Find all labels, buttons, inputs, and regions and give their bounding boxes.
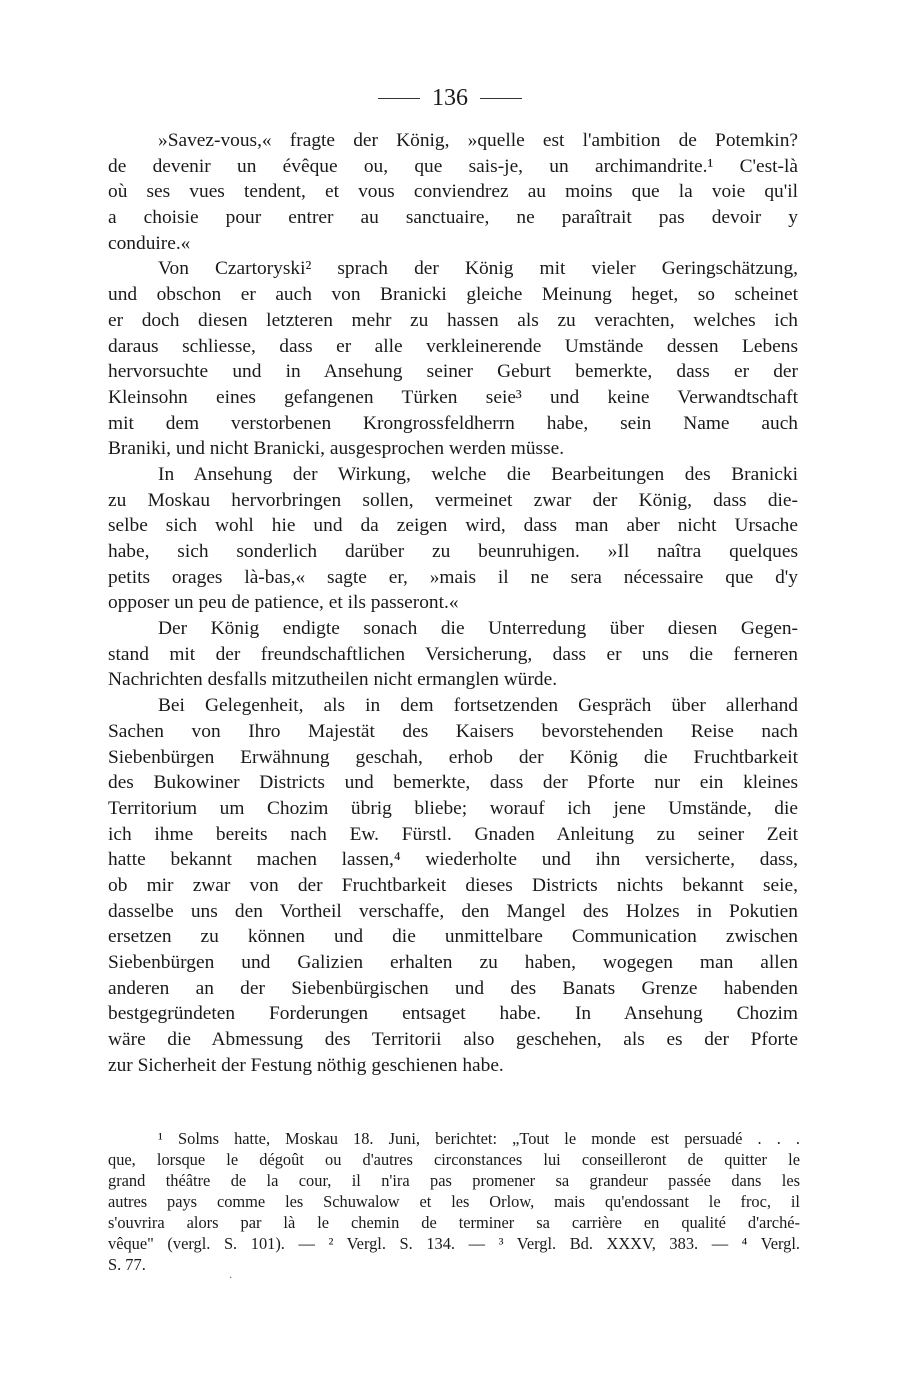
footnote-line: s'ouvrira alors par là le chemin de terminer sa carrière en qualité d'arché-	[108, 1213, 800, 1232]
text-line: petits orages là-bas,« sagte er, »mais il ne sera nécessaire que d'y	[108, 566, 798, 588]
footnote-line: grand théâtre de la cour, il n'ira pas promener sa grandeur passée dans les	[108, 1171, 800, 1190]
text-line: hervorsuchte und in Ansehung seiner Geburt bemerkte, dass er der	[108, 361, 798, 383]
text-line: zur Sicherheit der Festung nöthig geschienen habe.	[108, 1054, 504, 1076]
text-line: daraus schliesse, dass er alle verkleinerende Umstände dessen Lebens	[108, 335, 798, 357]
text-line: Von Czartoryski² sprach der König mit vieler Geringschätzung,	[158, 258, 798, 280]
text-line: Sachen von Ihro Majestät des Kaisers bevorstehenden Reise nach	[108, 720, 798, 742]
body-text	[108, 128, 798, 1078]
text-line: opposer un peu de patience, et ils passeront.«	[108, 592, 459, 614]
text-line: où ses vues tendent, et vous conviendrez au moins que la voie qu'il	[108, 181, 798, 203]
footnote-line: S. 77.	[108, 1255, 146, 1274]
page-number: 136	[432, 85, 468, 111]
text-line: er doch diesen letzteren mehr zu hassen als zu verachten, welches ich	[108, 309, 798, 331]
text-line: selbe sich wohl hie und da zeigen wird, dass man aber nicht Ursache	[108, 515, 798, 537]
paragraph	[108, 616, 798, 693]
text-line: stand mit der freundschaftlichen Versicherung, dass er uns die ferneren	[108, 643, 798, 665]
page-header	[0, 84, 900, 112]
footnotes	[108, 1128, 800, 1275]
header-rule-left	[378, 98, 420, 99]
footnote-line: autres pays comme les Schuwalow et les Orlow, mais qu'endossant le froc, il	[108, 1192, 800, 1211]
page-speck: ·	[229, 1273, 233, 1284]
text-line: conduire.«	[108, 232, 191, 254]
paragraph	[108, 462, 798, 616]
text-line: ich ihme bereits nach Ew. Fürstl. Gnaden Anleitung zu seiner Zeit	[108, 823, 798, 845]
text-line: Territorium um Chozim übrig bliebe; worauf ich jene Umstände, die	[108, 797, 798, 819]
text-line: anderen an der Siebenbürgischen und des Banats Grenze habenden	[108, 977, 798, 999]
text-line: »Savez-vous,« fragte der König, »quelle est l'ambition de Potemkin?	[158, 130, 798, 151]
paragraph	[108, 693, 798, 1078]
text-line: hatte bekannt machen lassen,⁴ wiederholte und ihn versicherte, dass,	[108, 849, 798, 871]
text-line: zu Moskau hervorbringen sollen, vermeinet zwar der König, dass die-	[108, 489, 798, 511]
text-line: In Ansehung der Wirkung, welche die Bearbeitungen des Branicki	[158, 463, 798, 485]
footnote-line: que, lorsque le dégoût ou d'autres circonstances lui conseilleront de quitter le	[108, 1150, 800, 1169]
text-line: Der König endigte sonach die Unterredung über diesen Gegen-	[158, 618, 798, 640]
footnote-line: vêque" (vergl. S. 101). — ² Vergl. S. 134. — ³ Vergl. Bd. XXXV, 383. — ⁴ Vergl.	[108, 1234, 800, 1253]
text-line: wäre die Abmessung des Territorii also geschehen, als es der Pforte	[108, 1029, 798, 1051]
text-line: de devenir un évêque ou, que sais-je, un archimandrite.¹ C'est-là	[108, 155, 798, 177]
paragraph	[108, 256, 798, 462]
text-line: Bei Gelegenheit, als in dem fortsetzenden Gespräch über allerhand	[158, 695, 798, 717]
text-line: a choisie pour entrer au sanctuaire, ne paraîtrait pas devoir y	[108, 207, 798, 229]
text-line: mit dem verstorbenen Krongrossfeldherrn habe, sein Name auch	[108, 412, 798, 434]
text-line: ersetzen zu können und die unmittelbare Communication zwischen	[108, 926, 798, 948]
text-line: des Bukowiner Districts und bemerkte, dass der Pforte nur ein kleines	[108, 772, 798, 794]
header-rule-right	[480, 98, 522, 99]
text-line: ob mir zwar von der Fruchtbarkeit dieses Districts nichts bekannt seie,	[108, 874, 798, 896]
text-line: bestgegründeten Forderungen entsaget habe. In Ansehung Chozim	[108, 1003, 798, 1025]
text-line: habe, sich sonderlich darüber zu beunruhigen. »Il naîtra quelques	[108, 541, 798, 562]
text-line: Nachrichten desfalls mitzutheilen nicht ermanglen würde.	[108, 669, 558, 691]
text-line: Braniki, und nicht Branicki, ausgesprochen werden müsse.	[108, 438, 565, 460]
footnote-line: ¹ Solms hatte, Moskau 18. Juni, berichtet: „Tout le monde est persuadé . . .	[158, 1129, 800, 1148]
text-line: dasselbe uns den Vortheil verschaffe, den Mangel des Holzes in Pokutien	[108, 900, 798, 922]
paragraph	[108, 128, 798, 256]
text-line: Kleinsohn eines gefangenen Türken seie³ und keine Verwandtschaft	[108, 386, 798, 408]
text-line: und obschon er auch von Branicki gleiche Meinung heget, so scheinet	[108, 284, 798, 306]
text-line: Siebenbürgen Erwähnung geschah, erhob der König die Fruchtbarkeit	[108, 746, 798, 768]
text-line: Siebenbürgen und Galizien erhalten zu haben, wogegen man allen	[108, 952, 798, 973]
